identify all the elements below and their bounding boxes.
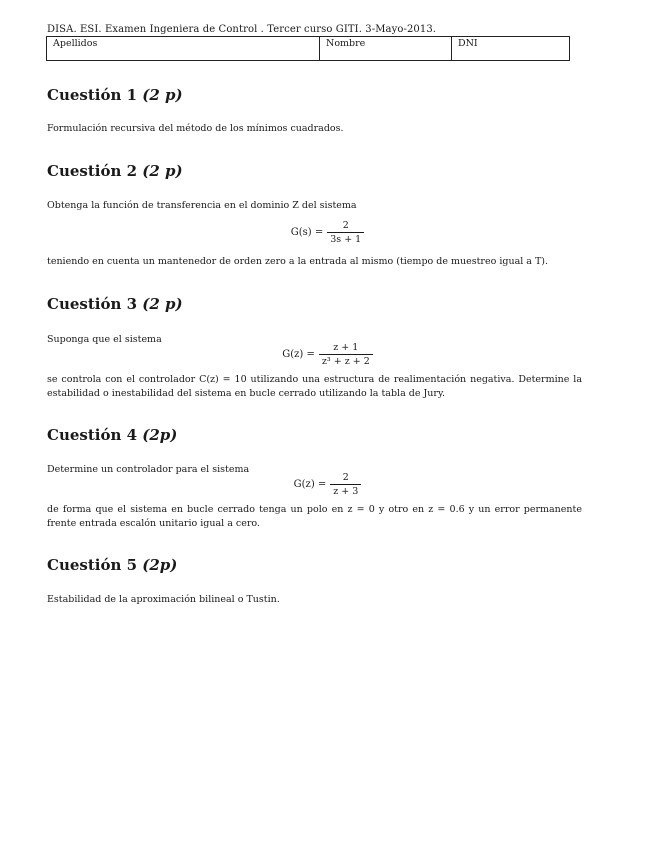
question-3-equation [0,342,655,367]
question-5-points: (2p) [142,556,178,574]
question-3-fraction [319,342,373,367]
question-2-equation-lhs: G(s) = [290,227,324,238]
student-id-table [46,36,570,61]
name-field[interactable]: Nombre [320,37,452,60]
surname-field[interactable]: Apellidos [47,37,320,60]
question-3-equation-lhs: G(z) = [282,349,315,360]
question-5-heading: Cuestión 5 [47,556,138,574]
question-4-denominator: z + 3 [330,484,361,497]
question-3-title [47,295,183,313]
question-3-numerator: z + 1 [333,342,359,353]
question-3-heading: Cuestión 3 [47,295,138,313]
question-4-equation-lhs: G(z) = [293,479,327,490]
question-2-numerator: 2 [342,220,349,231]
question-2-fraction [327,220,364,245]
question-1-title [47,86,183,104]
question-4-statement: de forma que el sistema en bucle cerrado tenga un polo en z = 0 y otro en z = 0.6 y un error permanente frente entrada escalón unitario igual a cero. [47,504,582,529]
question-1-text: Formulación recursiva del método de los mínimos cuadrados. [47,123,344,134]
question-4-points: (2p) [142,426,178,444]
question-2-equation [0,220,655,245]
question-2-denominator: 3s + 1 [327,232,364,245]
question-1-heading: Cuestión 1 [47,86,138,104]
question-4-heading: Cuestión 4 [47,426,138,444]
question-3-points: (2 p) [142,295,183,313]
question-3-denominator: z³ + z + 2 [319,354,373,367]
question-4-numerator: 2 [342,472,349,483]
question-4-title [47,426,177,444]
question-2-statement: teniendo en cuenta un mantenedor de orden zero a la entrada al mismo (tiempo de muestreo igual a T). [47,256,549,267]
question-3-intro: Suponga que el sistema [47,334,162,345]
question-2-title [47,162,183,180]
question-4-fraction [330,472,361,497]
question-2-intro: Obtenga la función de transferencia en el dominio Z del sistema [47,200,357,211]
exam-header: DISA. ESI. Examen Ingeniera de Control . Tercer curso GITI. 3-Mayo-2013. [47,24,437,35]
question-1-points: (2 p) [142,86,183,104]
question-4-intro: Determine un controlador para el sistema [47,464,250,475]
question-2-points: (2 p) [142,162,183,180]
question-4-equation [0,472,655,497]
dni-field[interactable]: DNI [458,38,478,49]
question-3-statement: se controla con el controlador C(z) = 10 utilizando una estructura de realimentación negativa. Determine la estabilidad o inestabilidad del sistema en bucle cerrado utilizando la tabla de Jury. [47,374,582,399]
question-5-text: Estabilidad de la aproximación bilineal o Tustin. [47,594,280,605]
question-5-title [47,556,177,574]
question-2-heading: Cuestión 2 [47,162,138,180]
